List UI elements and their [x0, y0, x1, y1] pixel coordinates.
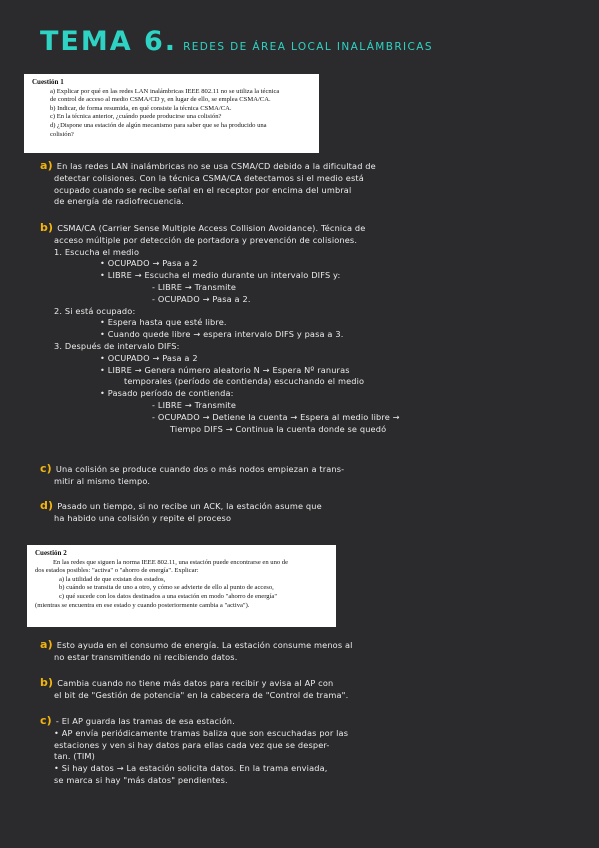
question-1-line: a) Explicar por qué en las redes LAN inalámbricas IEEE 802.11 no se utiliza la técnica [50, 87, 280, 95]
answer-line: • LIBRE → Genera número aleatorio N → Espera Nº ranuras [100, 364, 350, 375]
answer-marker: c) [40, 462, 52, 475]
question-1-box [24, 74, 319, 153]
answer-line: estaciones y ven si hay datos para ellas cada vez que se desper- [54, 739, 330, 750]
answer-line: ha habido una colisión y repite el proceso [54, 512, 232, 523]
answer-line: • Si hay datos → La estación solicita datos. En la trama enviada, [54, 763, 328, 774]
answer-marker: b) [40, 676, 54, 689]
question-2-line: (mientras se encuentra en ese estado y cuando posteriormente cambia a "activa"). [35, 601, 250, 609]
question-1-line: colisión? [50, 130, 74, 138]
answer-line: • Espera hasta que esté libre. [100, 317, 227, 328]
answer-marker: c) [40, 714, 52, 727]
answer-marker: d) [40, 499, 54, 512]
question-2-heading: Cuestión 2 [35, 549, 67, 557]
answer-line: de energía de radiofrecuencia. [54, 196, 185, 207]
answer-line: • Pasado período de contienda: [100, 388, 234, 399]
answer-line: se marca si hay "más datos" pendientes. [54, 774, 228, 785]
question-1-line: b) Indicar, de forma resumida, en qué consiste la técnica CSMA/CA. [50, 104, 232, 112]
question-2-intro: En las redes que siguen la norma IEEE 802.11, una estación puede encontrarse en uno de [53, 558, 289, 566]
answer-1a [40, 160, 376, 208]
answer-line: • Cuando quede libre → espera intervalo DIFS y pasa a 3. [100, 329, 344, 340]
answer-line: ocupado cuando se recibe señal en el receptor por encima del umbral [54, 184, 352, 195]
answer-line: En las redes LAN inalámbricas no se usa CSMA/CD debido a la dificultad de [56, 161, 376, 171]
answer-line: • OCUPADO → Pasa a 2 [100, 258, 198, 269]
answer-line: - OCUPADO → Pasa a 2. [152, 293, 251, 304]
question-1-heading: Cuestión 1 [32, 78, 64, 86]
answer-line: - El AP guarda las tramas de esa estación. [55, 716, 235, 726]
answer-1b [40, 222, 400, 435]
answer-line: tan. (TIM) [54, 751, 95, 762]
question-1-line: c) En la técnica anterior, ¿cuándo puede producirse una colisión? [50, 113, 222, 121]
answer-line: acceso múltiple por detección de portadora y prevención de colisiones. [54, 234, 358, 245]
answer-line: • LIBRE → Escucha el medio durante un intervalo DIFS y: [100, 270, 341, 281]
answer-line: detectar colisiones. Con la técnica CSMA/CA detectamos si el medio está [54, 172, 364, 183]
answer-line: Esto ayuda en el consumo de energía. La estación consume menos al [56, 640, 353, 650]
answer-line: - LIBRE → Transmite [152, 281, 237, 292]
answer-line: • AP envía periódicamente tramas baliza que son escuchadas por las [54, 727, 349, 738]
question-1-line: de control de acceso al medio CSMA/CD y, en lugar de ello, se emplea CSMA/CA. [50, 96, 271, 104]
answer-marker: a) [40, 159, 53, 172]
answer-line: Pasado un tiempo, si no recibe un ACK, la estación asume que [57, 501, 322, 511]
answer-line: no estar transmitiendo ni recibiendo datos. [54, 651, 238, 662]
answer-1d [40, 500, 322, 525]
question-1-line: d) ¿Dispone una estación de algún mecanismo para saber que se ha producido una [50, 121, 267, 129]
question-2-intro: dos estados posibles: "activa" o "ahorro de energía". Explicar: [35, 567, 199, 575]
answer-line: el bit de "Gestión de potencia" en la cabecera de "Control de trama". [54, 689, 349, 700]
answer-2c [40, 715, 348, 787]
title-main: TEMA 6. [40, 26, 178, 57]
answer-2b [40, 677, 348, 702]
answer-line: 1. Escucha el medio [54, 246, 140, 257]
answer-line: - OCUPADO → Detiene la cuenta → Espera al medio libre → [152, 411, 400, 422]
question-2-line: c) qué sucede con los datos destinados a una estación en modo "ahorro de energía" [59, 592, 278, 600]
answer-2a [40, 639, 353, 664]
answer-line: Una colisión se produce cuando dos o más nodos empiezan a trans- [55, 464, 345, 474]
answer-line: mitir al mismo tiempo. [54, 475, 151, 486]
question-2-line: a) la utilidad de que existan dos estados, [59, 575, 166, 583]
answer-1c [40, 463, 344, 488]
question-2-box [27, 545, 336, 627]
question-2-line: b) cuándo se transita de uno a otro, y cómo se advierte de ello al punto de acceso, [59, 584, 274, 592]
answer-line: 2. Si está ocupado: [54, 305, 136, 316]
answer-line: Tiempo DIFS → Continua la cuenta donde se quedó [170, 423, 387, 434]
answer-line: Cambia cuando no tiene más datos para recibir y avisa al AP con [57, 678, 334, 688]
answer-marker: b) [40, 221, 54, 234]
answer-line: temporales (período de contienda) escuchando el medio [124, 376, 365, 387]
answer-line: 3. Después de intervalo DIFS: [54, 340, 180, 351]
answer-marker: a) [40, 638, 53, 651]
answer-line: • OCUPADO → Pasa a 2 [100, 352, 198, 363]
title-subtitle: REDES DE ÁREA LOCAL INALÁMBRICAS [183, 41, 433, 53]
answer-line: CSMA/CA (Carrier Sense Multiple Access Collision Avoidance). Técnica de [57, 223, 366, 233]
answer-line: - LIBRE → Transmite [152, 399, 237, 410]
page-title [40, 26, 433, 57]
